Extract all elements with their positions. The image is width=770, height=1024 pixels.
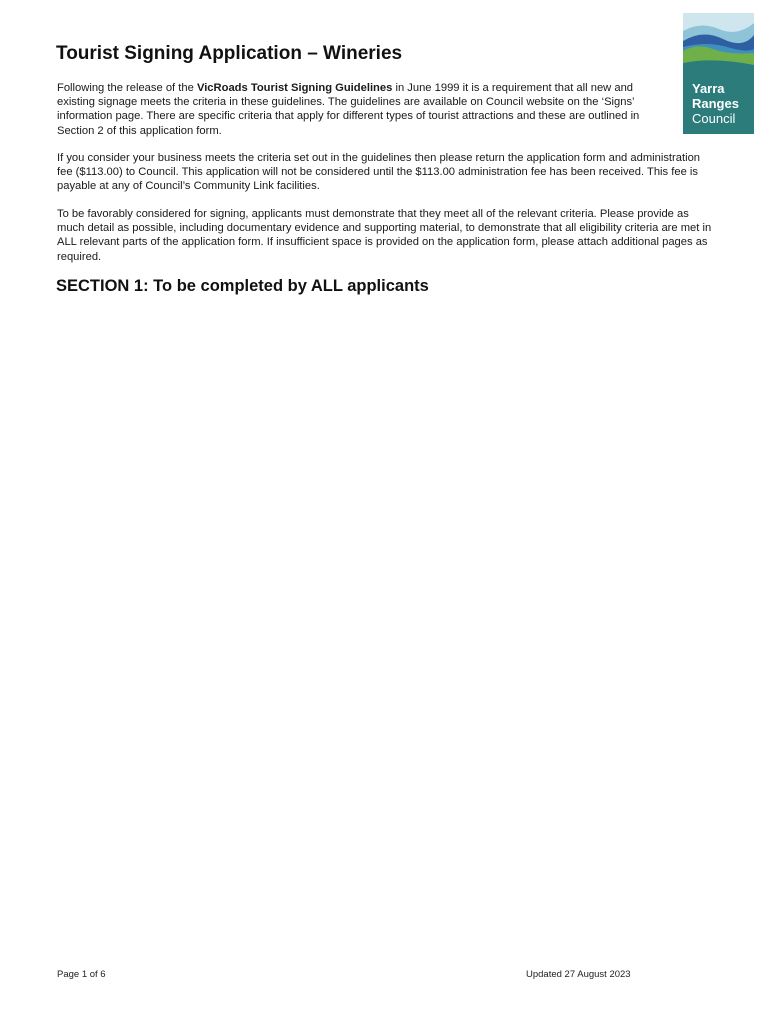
updated-date: Updated 27 August 2023	[526, 969, 631, 980]
council-logo	[683, 13, 754, 134]
page-number: Page 1 of 6	[57, 969, 106, 980]
fee-paragraph: If you consider your business meets the criteria set out in the guidelines then please return the application form and administration fee ($113.00) to Council. This application will not be considered until the $113.00 administration fee has been received. This fee is payable at any of Council’s Community Link facilities.	[57, 152, 701, 193]
section-1-heading: SECTION 1: To be completed by ALL applicants	[56, 277, 429, 295]
intro-paragraph	[57, 81, 657, 138]
page-title: Tourist Signing Application – Wineries	[56, 43, 403, 64]
logo-text-line3: Council	[692, 111, 736, 126]
logo-text-line2: Ranges	[692, 96, 739, 111]
intro-text-end: in June 1999 it is a requirement that all new and existing signage meets the criteria in these guidelines. The guidelines are available on Council website on the ‘Signs’ information page. There are specific criteria that apply for different types of tourist attractions and these are outlined in Section 2 of this application form.	[57, 82, 640, 137]
logo-text-line1: Yarra	[692, 81, 725, 96]
intro-text-start: Following the release of the	[57, 82, 197, 94]
criteria-paragraph: To be favorably considered for signing, applicants must demonstrate that they meet all of the relevant criteria. Please provide as much detail as possible, including documentary evidence and supporting material, to demonstrate that all eligibility criteria are met in ALL relevant parts of the application form. If insufficient space is provided on the application form, please attach additional pages as required.	[57, 208, 712, 263]
guidelines-name: VicRoads Tourist Signing Guidelines	[196, 82, 393, 94]
